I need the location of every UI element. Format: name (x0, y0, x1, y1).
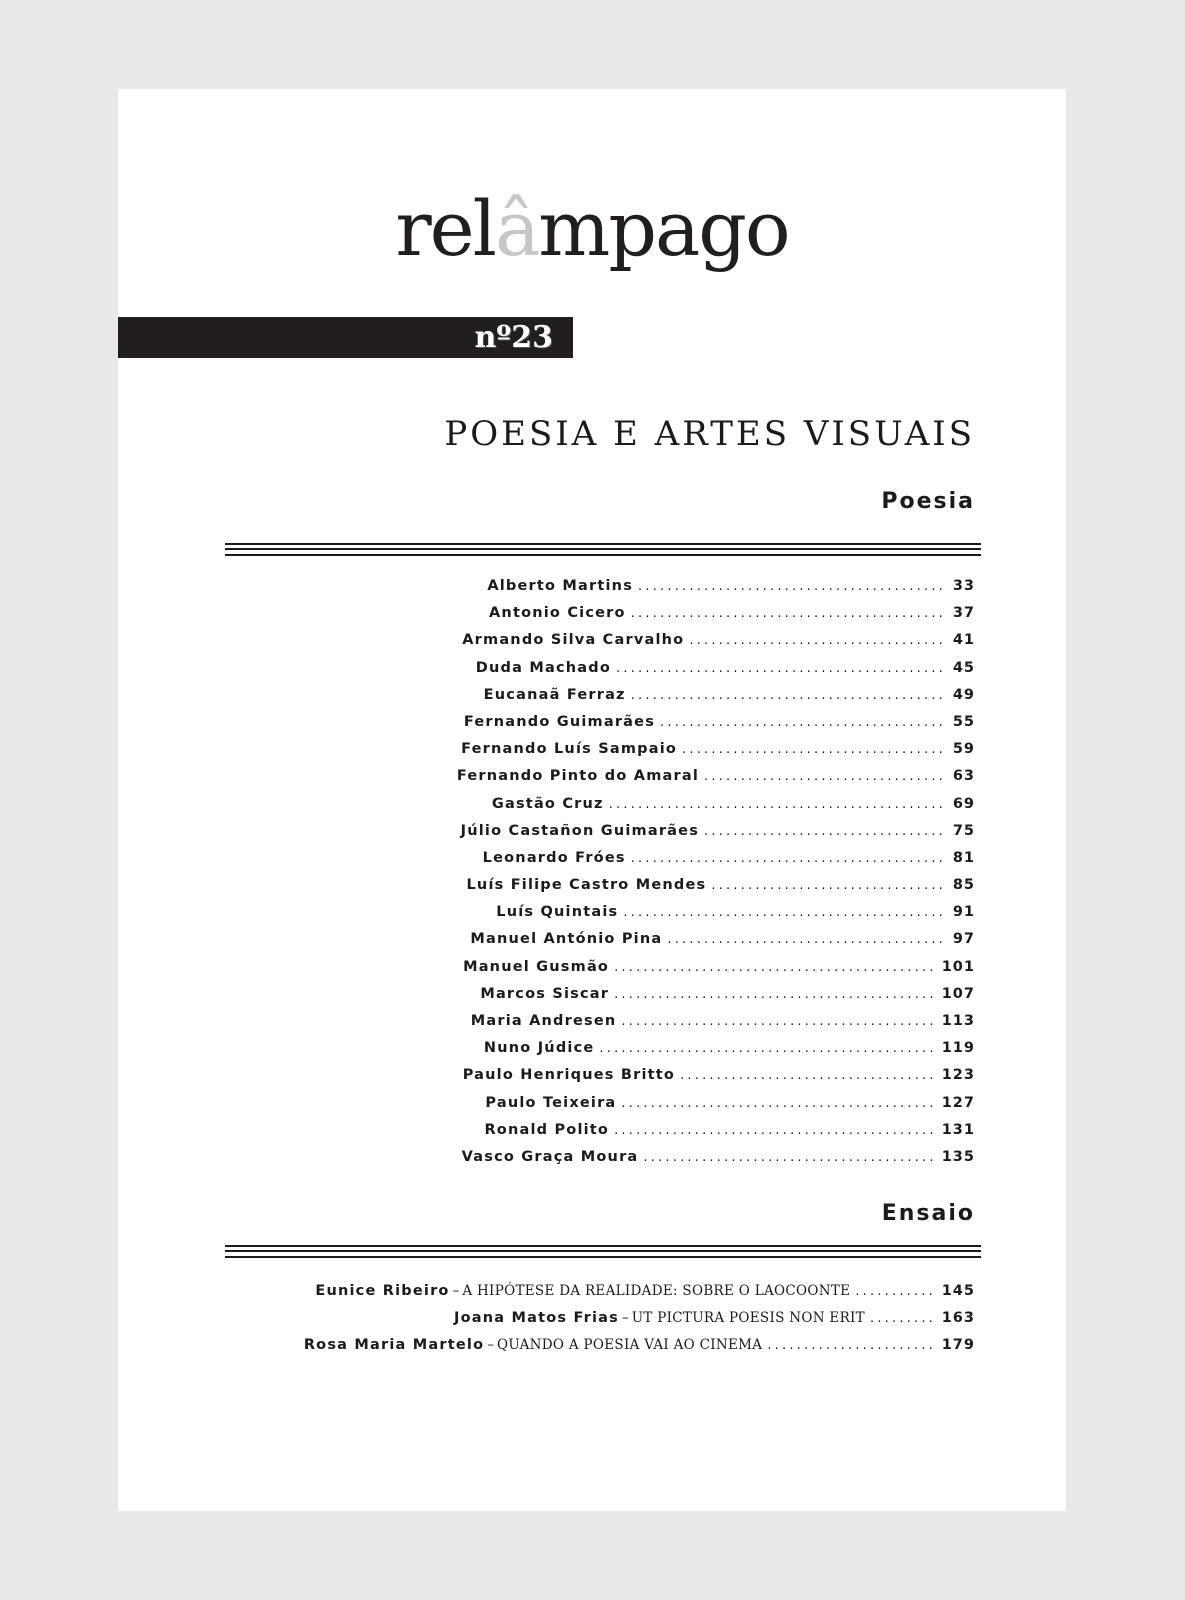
dot-leader: ......... (870, 1311, 936, 1327)
toc-author: Antonio Cicero (489, 605, 626, 622)
section-heading-ensaio: Ensaio (881, 1201, 975, 1226)
toc-entry (457, 741, 975, 768)
toc-page-number: 81 (952, 849, 975, 866)
toc-author: Fernando Guimarães (463, 713, 656, 730)
dot-leader: ................................ (711, 878, 946, 894)
toc-entry (457, 687, 975, 714)
dot-leader: ........................................ (643, 1149, 937, 1165)
dot-leader: ...................................... (667, 932, 946, 948)
toc-page-number: 113 (941, 1013, 975, 1029)
dot-leader: ........................................... (621, 1014, 937, 1029)
toc-entry (457, 632, 975, 659)
toc-entry (457, 1040, 975, 1067)
dot-leader: ............................................ (614, 1122, 937, 1138)
toc-entry (457, 605, 975, 632)
toc-entry (457, 877, 975, 904)
toc-page-number: 45 (952, 659, 975, 676)
toc-author: Luís Quintais (496, 904, 619, 921)
toc-entry (304, 1337, 975, 1364)
dot-leader: ........................................... (630, 687, 946, 703)
toc-page-number: 91 (952, 904, 975, 921)
toc-dash: – (452, 1283, 460, 1299)
toc-author: Ronald Polito (484, 1121, 610, 1138)
toc-entry (457, 931, 975, 958)
dot-leader: .................................... (682, 742, 946, 758)
toc-entry (457, 1122, 975, 1149)
toc-author: Armando Silva Carvalho (462, 632, 685, 649)
dot-leader: ................................. (704, 823, 946, 839)
toc-entry (457, 823, 975, 850)
toc-page-number: 163 (941, 1310, 975, 1327)
dot-leader: .......................................... (638, 579, 946, 594)
issue-number: nº23 (474, 320, 553, 355)
section-divider-ensaio (225, 1245, 981, 1258)
section-heading-poesia: Poesia (881, 489, 975, 514)
toc-essay-title: UT PICTURA POESIS NON ERIT (631, 1310, 865, 1327)
toc-author: Fernando Pinto do Amaral (456, 768, 700, 785)
toc-list-ensaio (304, 1283, 975, 1365)
toc-page-number: 85 (952, 877, 975, 894)
dot-leader: ................................... (680, 1068, 937, 1084)
logo-text-start: rel (395, 184, 495, 273)
dot-leader: ............................................ (623, 905, 946, 921)
dot-leader: ........................................... (621, 1095, 937, 1111)
toc-essay-title: QUANDO A POESIA VAI AO CINEMA (496, 1337, 763, 1354)
dot-leader: ................................. (704, 769, 946, 785)
dot-leader: .............................................. (608, 796, 946, 812)
toc-author: Júlio Castañon Guimarães (460, 822, 700, 839)
toc-author: Vasco Graça Moura (461, 1148, 639, 1165)
toc-list-poesia (457, 578, 975, 1176)
toc-entry (457, 1095, 975, 1122)
toc-page-number: 69 (952, 795, 975, 812)
page (118, 89, 1066, 1511)
toc-author: Eucanaã Ferraz (483, 686, 626, 703)
logo-text-end: mpago (538, 184, 789, 273)
toc-author: Luís Filipe Castro Mendes (466, 877, 707, 894)
toc-author: Nuno Júdice (483, 1040, 595, 1057)
toc-page-number: 33 (952, 578, 975, 594)
toc-page-number: 97 (952, 931, 975, 948)
logo-text-accent: â (494, 184, 539, 273)
toc-page-number: 131 (941, 1121, 975, 1138)
toc-page-number: 123 (941, 1067, 975, 1084)
toc-entry (304, 1283, 975, 1310)
toc-entry (304, 1310, 975, 1337)
toc-page-number: 55 (952, 713, 975, 730)
toc-page-number: 107 (941, 985, 975, 1002)
issue-theme-title: POESIA E ARTES VISUAIS (444, 414, 975, 454)
toc-author: Fernando Luís Sampaio (461, 741, 678, 758)
dot-leader: ........... (855, 1284, 936, 1299)
toc-author: Manuel António Pina (470, 931, 663, 948)
toc-page-number: 37 (952, 605, 975, 622)
toc-author: Alberto Martins (487, 578, 634, 594)
toc-author: Manuel Gusmão (463, 958, 610, 975)
toc-entry (457, 768, 975, 795)
toc-entry (457, 850, 975, 877)
toc-entry (457, 1067, 975, 1094)
toc-page-number: 101 (941, 958, 975, 975)
toc-page-number: 49 (952, 686, 975, 703)
toc-page-number: 135 (941, 1148, 975, 1165)
toc-author: Joana Matos Frias (453, 1310, 619, 1327)
toc-entry (457, 1013, 975, 1040)
issue-banner (118, 317, 573, 358)
toc-page-number: 119 (941, 1040, 975, 1057)
dot-leader: ............................................. (616, 660, 946, 676)
dot-leader: ........................................... (630, 606, 946, 622)
toc-author: Gastão Cruz (491, 795, 604, 812)
toc-entry (457, 904, 975, 931)
magazine-logo (118, 184, 1066, 273)
toc-entry (457, 796, 975, 823)
toc-author: Leonardo Fróes (482, 849, 626, 866)
toc-entry (457, 578, 975, 605)
toc-page-number: 41 (952, 632, 975, 649)
toc-page-number: 127 (941, 1094, 975, 1111)
toc-author: Rosa Maria Martelo (303, 1337, 485, 1354)
toc-entry (457, 1149, 975, 1176)
toc-dash: – (621, 1310, 629, 1327)
toc-author: Marcos Siscar (480, 985, 610, 1002)
toc-entry (457, 959, 975, 986)
toc-entry (457, 986, 975, 1013)
toc-entry (457, 660, 975, 687)
toc-essay-title: A HIPÓTESE DA REALIDADE: SOBRE O LAOCOONTE (462, 1283, 851, 1299)
dot-leader: ........................................... (630, 850, 946, 866)
toc-author: Duda Machado (475, 659, 612, 676)
dot-leader: ............................................ (614, 959, 937, 975)
toc-page-number: 63 (952, 768, 975, 785)
toc-author: Paulo Teixeira (485, 1094, 617, 1111)
toc-page-number: 75 (952, 822, 975, 839)
toc-author: Eunice Ribeiro (315, 1283, 450, 1299)
dot-leader: .............................................. (599, 1041, 937, 1057)
dot-leader: ....................................... (660, 714, 946, 730)
dot-leader: ............................................ (614, 986, 937, 1002)
toc-author: Paulo Henriques Britto (462, 1067, 676, 1084)
toc-author: Maria Andresen (470, 1013, 617, 1029)
toc-page-number: 145 (941, 1283, 975, 1299)
toc-page-number: 179 (941, 1337, 975, 1354)
dot-leader: ................................... (689, 633, 946, 649)
dot-leader: ....................... (767, 1338, 936, 1354)
toc-page-number: 59 (952, 741, 975, 758)
section-divider-poesia (225, 543, 981, 556)
toc-entry (457, 714, 975, 741)
toc-dash: – (487, 1337, 494, 1354)
